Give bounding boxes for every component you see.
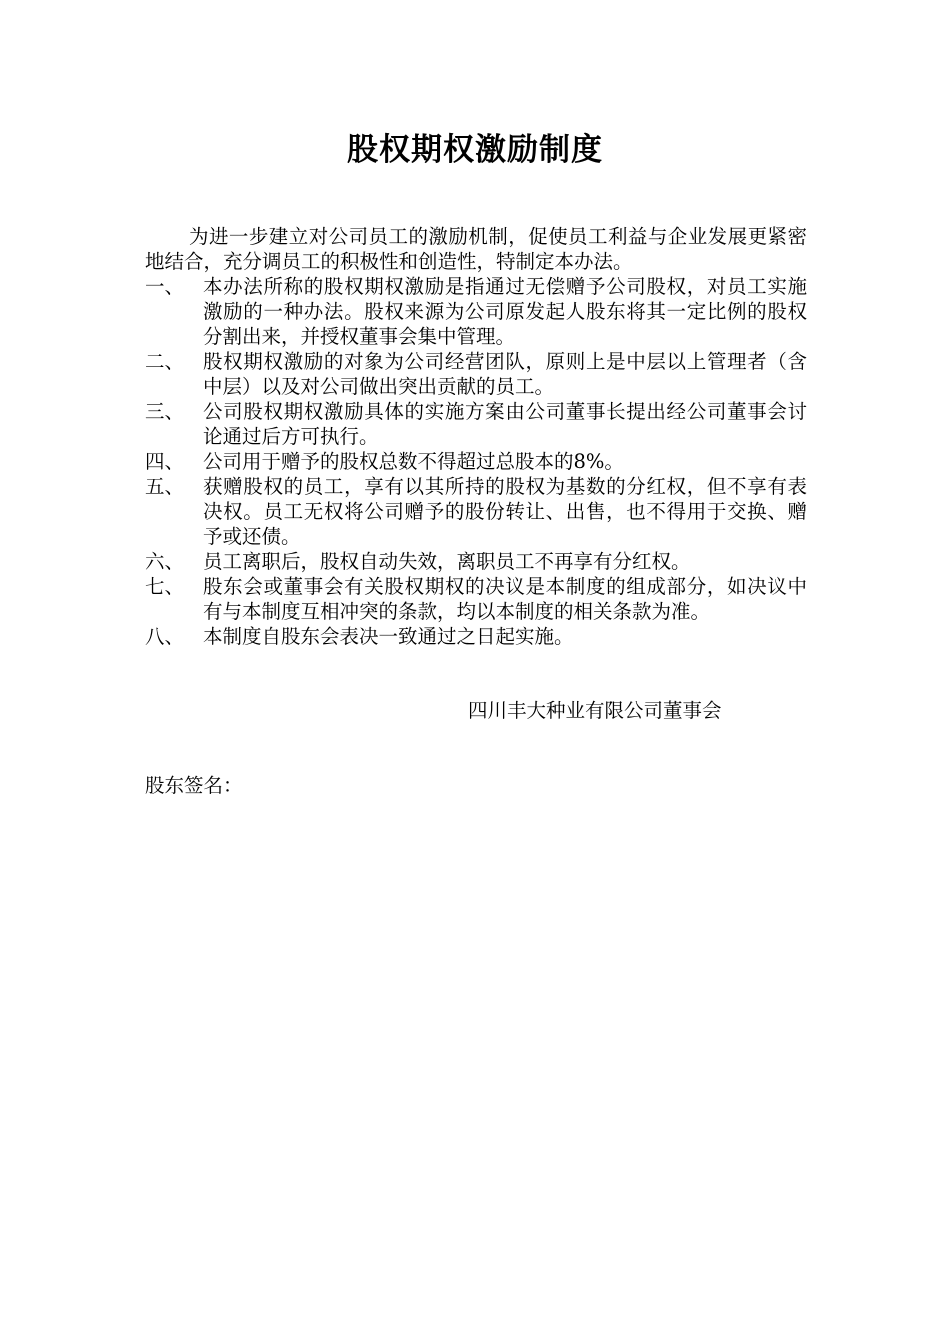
- list-item: [145, 399, 807, 449]
- list-item: [145, 449, 807, 474]
- list-item: [145, 474, 807, 549]
- item-number: 六、: [145, 550, 185, 573]
- board-signoff: 四川丰大种业有限公司董事会: [468, 699, 722, 722]
- item-text: 股东会或董事会有关股权期权的决议是本制度的组成部分，如决议中有与本制度互相冲突的条款，均以本制度的相关条款为准。: [203, 575, 807, 623]
- item-number: 二、: [145, 350, 185, 373]
- item-text: 本制度自股东会表决一致通过之日起实施。: [203, 625, 574, 648]
- list-item: [145, 549, 807, 574]
- list-item: [145, 274, 807, 349]
- item-text: 股权期权激励的对象为公司经营团队，原则上是中层以上管理者（含中层）以及对公司做出突出贡献的员工。: [203, 350, 807, 398]
- item-text: 本办法所称的股权期权激励是指通过无偿赠予公司股权，对员工实施激励的一种办法。股权来源为公司原发起人股东将其一定比例的股权分割出来，并授权董事会集中管理。: [203, 275, 807, 348]
- intro-paragraph: 为进一步建立对公司员工的激励机制，促使员工利益与企业发展更紧密地结合，充分调员工的积极性和创造性，特制定本办法。: [145, 225, 807, 273]
- document-body: [145, 224, 807, 649]
- item-text: 公司股权期权激励具体的实施方案由公司董事长提出经公司董事会讨论通过后方可执行。: [203, 400, 807, 448]
- item-number: 三、: [145, 400, 185, 423]
- item-text: 获赠股权的员工，享有以其所持的股权为基数的分红权，但不享有表决权。员工无权将公司赠予的股份转让、出售，也不得用于交换、赠予或还债。: [203, 475, 807, 548]
- item-number: 四、: [145, 450, 185, 473]
- item-number: 八、: [145, 625, 185, 648]
- shareholder-signature-label: 股东签名：: [145, 774, 243, 797]
- item-text: 员工离职后，股权自动失效，离职员工不再享有分红权。: [203, 550, 691, 573]
- item-number: 七、: [145, 575, 185, 598]
- list-item: [145, 624, 807, 649]
- list-item: [145, 574, 807, 624]
- item-number: 一、: [145, 275, 185, 298]
- item-text: 公司用于赠予的股权总数不得超过总股本的8%。: [203, 450, 624, 473]
- item-number: 五、: [145, 475, 185, 498]
- document-title: 股权期权激励制度: [347, 132, 603, 168]
- list-item: [145, 349, 807, 399]
